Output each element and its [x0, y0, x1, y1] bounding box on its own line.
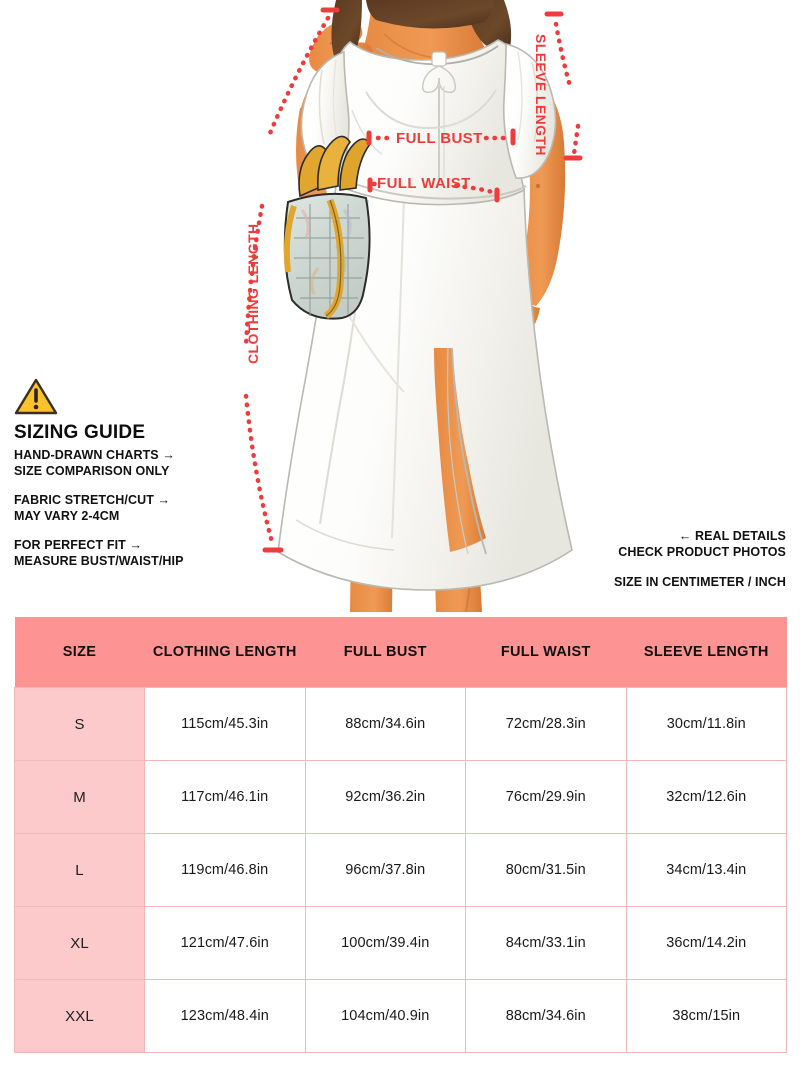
- header-full-bust: FULL BUST: [305, 617, 466, 688]
- cell-full-bust: 92cm/36.2in: [305, 761, 466, 834]
- table-row: [15, 980, 787, 1053]
- cell-clothing-length: 117cm/46.1in: [145, 761, 306, 834]
- cell-sleeve-length: 34cm/13.4in: [626, 834, 787, 907]
- header-size: SIZE: [15, 617, 145, 688]
- table-row: [15, 907, 787, 980]
- header-sleeve-length: SLEEVE LENGTH: [626, 617, 787, 688]
- size-chart-table: [14, 617, 787, 1053]
- cell-size: XL: [15, 907, 145, 980]
- guide-line-5: FOR PERFECT FIT →: [14, 538, 143, 552]
- table-header-row: [15, 617, 787, 688]
- label-full-bust: FULL BUST: [396, 130, 483, 147]
- cell-full-bust: 100cm/39.4in: [305, 907, 466, 980]
- table-row: [15, 688, 787, 761]
- guide-line-1: HAND-DRAWN CHARTS →: [14, 448, 175, 462]
- cell-sleeve-length: 30cm/11.8in: [626, 688, 787, 761]
- label-clothing-length: CLOTHING LENGTH: [245, 223, 261, 364]
- cell-clothing-length: 123cm/48.4in: [145, 980, 306, 1053]
- cell-sleeve-length: 38cm/15in: [626, 980, 787, 1053]
- cell-full-bust: 88cm/34.6in: [305, 688, 466, 761]
- cell-sleeve-length: 32cm/12.6in: [626, 761, 787, 834]
- note-check-photos: CHECK PRODUCT PHOTOS: [618, 545, 786, 559]
- label-sleeve-length: SLEEVE LENGTH: [533, 34, 549, 156]
- cell-full-waist: 72cm/28.3in: [466, 688, 627, 761]
- cell-size: L: [15, 834, 145, 907]
- label-full-waist: FULL WAIST: [377, 175, 471, 192]
- note-real-details: ← REAL DETAILS: [678, 529, 786, 543]
- table-row: [15, 761, 787, 834]
- page-title: SIZING GUIDE: [14, 422, 146, 443]
- cell-full-bust: 96cm/37.8in: [305, 834, 466, 907]
- guide-line-6: MEASURE BUST/WAIST/HIP: [14, 553, 184, 568]
- cell-full-waist: 84cm/33.1in: [466, 907, 627, 980]
- guide-line-3: FABRIC STRETCH/CUT →: [14, 493, 171, 507]
- cell-full-waist: 76cm/29.9in: [466, 761, 627, 834]
- cell-size: M: [15, 761, 145, 834]
- cell-clothing-length: 119cm/46.8in: [145, 834, 306, 907]
- header-full-waist: FULL WAIST: [466, 617, 627, 688]
- size-table-wrapper: [14, 617, 786, 1053]
- note-units: SIZE IN CENTIMETER / INCH: [614, 575, 786, 589]
- warning-triangle-icon: [14, 378, 58, 416]
- cell-clothing-length: 115cm/45.3in: [145, 688, 306, 761]
- cell-sleeve-length: 36cm/14.2in: [626, 907, 787, 980]
- cell-full-waist: 88cm/34.6in: [466, 980, 627, 1053]
- cell-full-waist: 80cm/31.5in: [466, 834, 627, 907]
- cell-clothing-length: 121cm/47.6in: [145, 907, 306, 980]
- guide-line-4: MAY VARY 2-4CM: [14, 508, 120, 523]
- guide-line-2: SIZE COMPARISON ONLY: [14, 463, 170, 478]
- sizing-guide-block: [14, 378, 254, 569]
- cell-size: XXL: [15, 980, 145, 1053]
- header-clothing-length: CLOTHING LENGTH: [145, 617, 306, 688]
- product-notes-block: [466, 528, 786, 590]
- cell-full-bust: 104cm/40.9in: [305, 980, 466, 1053]
- cell-size: S: [15, 688, 145, 761]
- table-row: [15, 834, 787, 907]
